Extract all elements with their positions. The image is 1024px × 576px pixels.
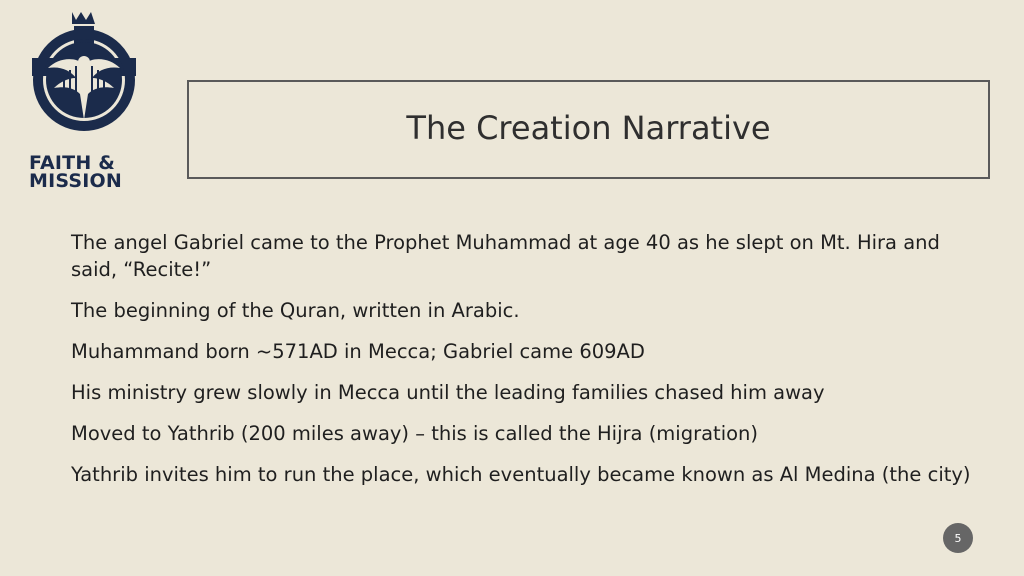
bullet-list [71,229,986,502]
page-number-badge [943,523,973,553]
logo-line-1: FAITH & [29,152,116,174]
bullet-item: Yathrib invites him to run the place, which eventually became known as Al Medina (the city) [71,463,971,486]
bullet-item: His ministry grew slowly in Mecca until the leading families chased him away [71,381,825,404]
title-box [187,80,990,179]
bullet-item: Moved to Yathrib (200 miles away) – this is called the Hijra (migration) [71,422,759,445]
logo-line-2: MISSION [29,170,123,192]
bullet-item: The angel Gabriel came to the Prophet Muhammad at age 40 as he slept on Mt. Hira and said, “Recite!” [71,231,940,281]
slide-title: The Creation Narrative [406,108,771,147]
bullet-item: Muhammand born ~571AD in Mecca; Gabriel came 609AD [71,340,645,363]
bullet-item: The beginning of the Quran, written in Arabic. [71,299,520,322]
page-number: 5 [954,531,962,545]
logo-wordmark [29,154,149,190]
faith-mission-logo [24,8,144,192]
dove-cross-icon [24,8,144,148]
